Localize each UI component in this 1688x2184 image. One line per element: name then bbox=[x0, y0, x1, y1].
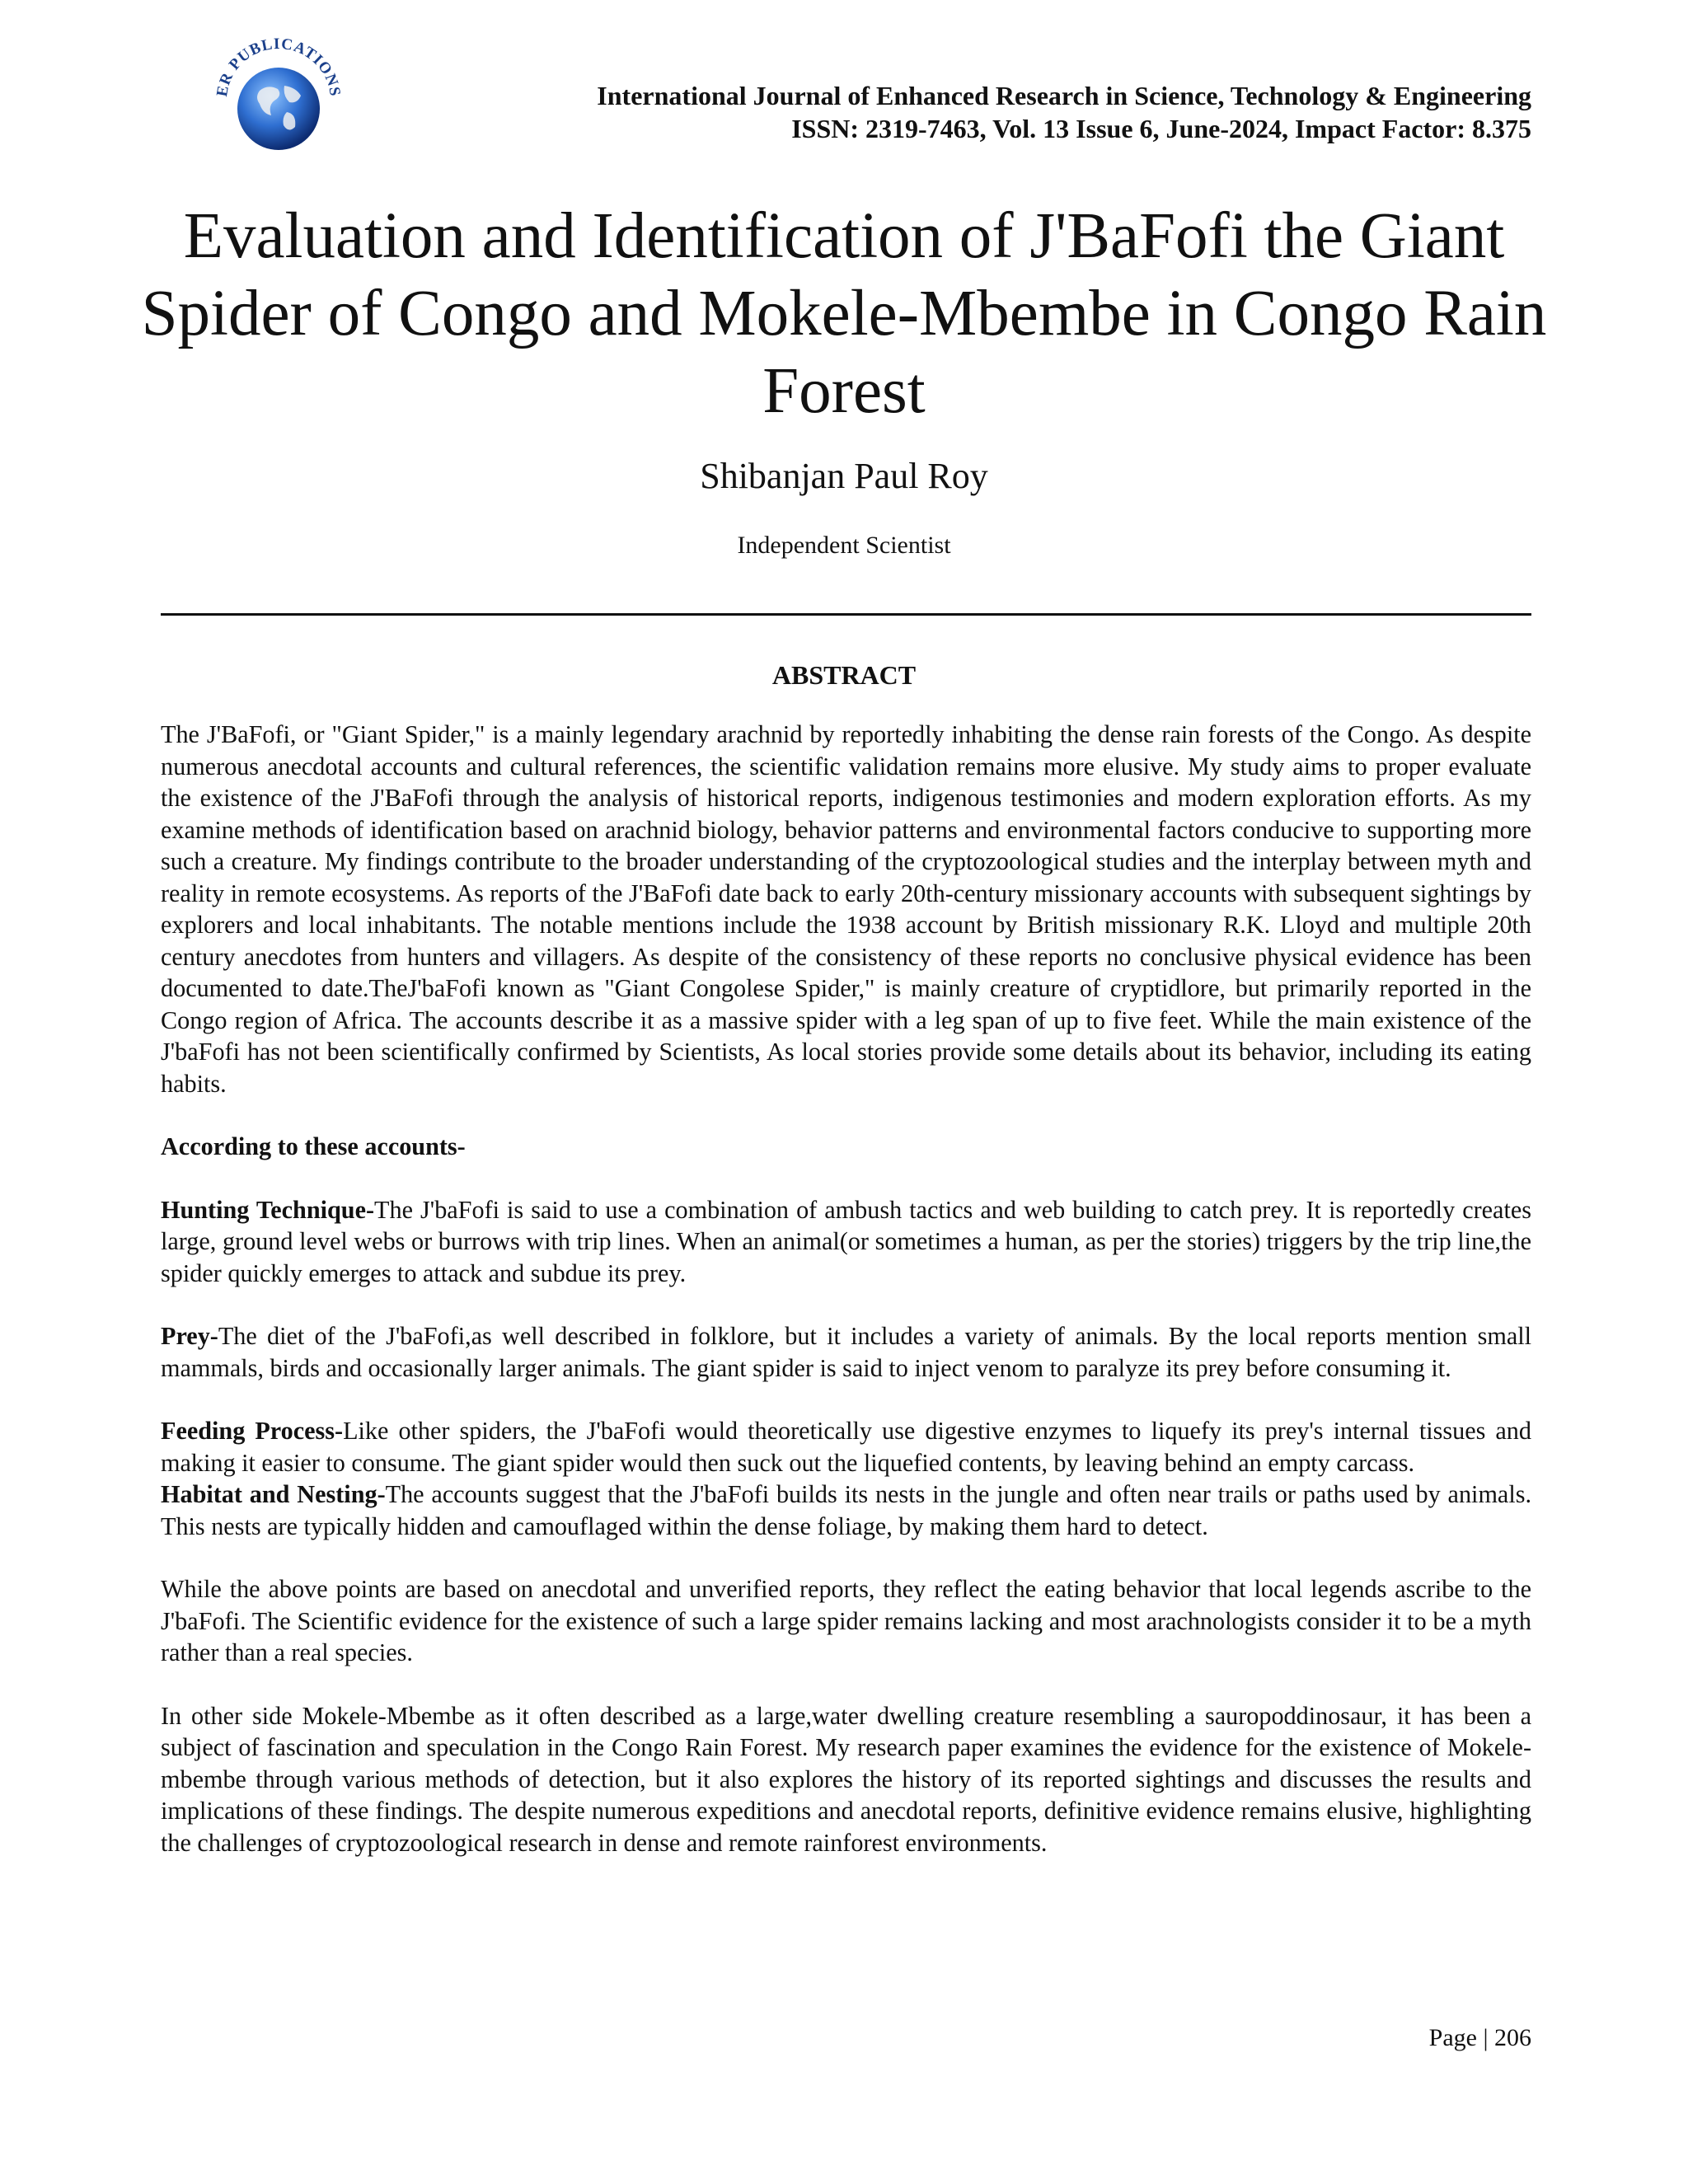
mokele-paragraph: In other side Mokele-Mbembe as it often described as a large,water dwelling creature resembling a sauropoddinosaur, it has been a subject of fascination and speculation in the Congo Rain Forest. My research paper examines the evidence for the existence of Mokele-mbembe through various methods of detection, but it also explores the history of its reported sightings and discusses the results and implications of these findings. The despite numerous expeditions and anecdotal reports, definitive evidence remains elusive, highlighting the challenges of cryptozoological research in dense and remote rainforest environments. bbox=[161, 1701, 1531, 1857]
prey-label: Prey- bbox=[161, 1322, 218, 1350]
habitat-paragraph bbox=[161, 1479, 1531, 1542]
abstract-body bbox=[161, 719, 1531, 1858]
journal-header bbox=[597, 79, 1531, 145]
abstract-heading: ABSTRACT bbox=[771, 660, 917, 690]
journal-issn: ISSN: 2319-7463, Vol. 13 Issue 6, June-2024, Impact Factor: 8.375 bbox=[791, 114, 1531, 143]
prey-paragraph bbox=[161, 1320, 1531, 1384]
accounts-heading: According to these accounts- bbox=[161, 1132, 466, 1160]
paper-title: Evaluation and Identification of J'BaFofi the Giant Spider of Congo and Mokele-Mbembe in Congo Rain Forest bbox=[141, 200, 1547, 427]
summary-paragraph: While the above points are based on anecdotal and unverified reports, they reflect the eating behavior that local legends ascribe to the J'baFofi. The Scientific evidence for the existence of such a large spider remains lacking and most arachnologists consider it to be a myth rather than a real species. bbox=[161, 1575, 1531, 1666]
header-divider bbox=[161, 613, 1531, 616]
journal-name: International Journal of Enhanced Research in Science, Technology & Engineering bbox=[597, 81, 1531, 110]
feeding-label: Feeding Process- bbox=[161, 1417, 344, 1445]
author-name: Shibanjan Paul Roy bbox=[700, 456, 988, 496]
habitat-label: Habitat and Nesting- bbox=[161, 1480, 386, 1508]
abstract-paragraph-intro: The J'BaFofi, or "Giant Spider," is a mainly legendary arachnid by reportedly inhabiting the dense rain forests of the Congo. As despite numerous anecdotal accounts and cultural references, the scientific validation remains more elusive. My study aims to proper evaluate the existence of the J'BaFofi through the analysis of historical reports, indigenous testimonies and modern exploration efforts. As my examine methods of identification based on arachnid biology, behavior patterns and environmental factors conducive to supporting more such a creature. My findings contribute to the broader understanding of the cryptozoological studies and the interplay between myth and reality in remote ecosystems. As reports of the J'BaFofi date back to early 20th-century missionary accounts with subsequent sightings by explorers and local inhabitants. The notable mentions include the 1938 account by British missionary R.K. Lloyd and multiple 20th century anecdotes from hunters and villagers. As despite of the consistency of these reports no conclusive physical evidence has been documented to date.TheJ'baFofi known as "Giant Congolese Spider," is mainly creature of cryptidlore, but primarily reported in the Congo region of Africa. The accounts describe it as a massive spider with a leg span of up to five feet. While the main existence of the J'baFofi has not been scientifically confirmed by Scientists, As local stories provide some details about its behavior, including its eating habits. bbox=[161, 720, 1531, 1098]
author-affiliation: Independent Scientist bbox=[737, 532, 951, 559]
feeding-text: Like other spiders, the J'baFofi would theoretically use digestive enzymes to liquefy its prey's internal tissues and making it easier to consume. The giant spider would then suck out the liquefied contents, by leaving behind an empty carcass. bbox=[161, 1417, 1531, 1477]
svg-text:ER PUBLICATIONS: ER PUBLICATIONS bbox=[213, 35, 344, 98]
habitat-text: The accounts suggest that the J'baFofi builds its nests in the jungle and often near trails or paths used by animals. This nests are typically hidden and camouflaged within the dense foliage, by making them hard to detect. bbox=[161, 1480, 1532, 1540]
page-number: Page | 206 bbox=[1428, 2024, 1531, 2051]
publisher-logo bbox=[209, 33, 349, 161]
hunting-text: The J'baFofi is said to use a combination of ambush tactics and web building to catch prey. It is reportedly creates large, ground level webs or burrows with trip lines. When an animal(or sometimes a human, as per the stories) triggers by the trip line,the spider quickly emerges to attack and subdue its prey. bbox=[161, 1195, 1531, 1287]
hunting-label: Hunting Technique- bbox=[161, 1195, 375, 1224]
feeding-paragraph bbox=[161, 1415, 1531, 1479]
hunting-paragraph bbox=[161, 1194, 1531, 1290]
prey-text: The diet of the J'baFofi,as well described in folklore, but it includes a variety of animals. By the local reports mention small mammals, birds and occasionally larger animals. The giant spider is said to inject venom to paralyze its prey before consuming it. bbox=[161, 1322, 1531, 1382]
